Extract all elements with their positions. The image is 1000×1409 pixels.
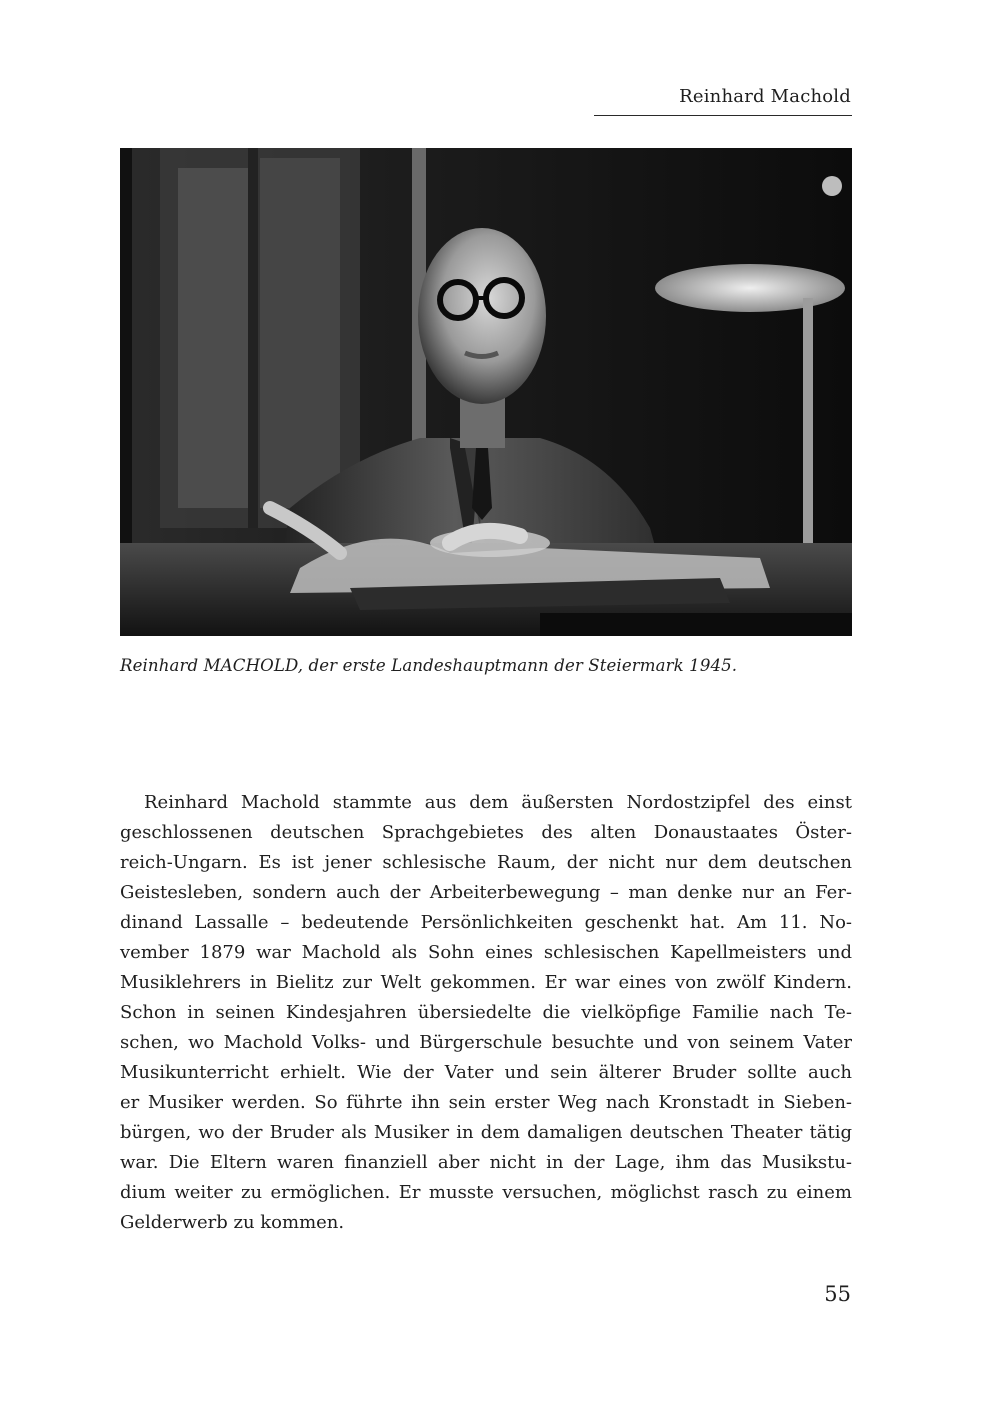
paragraph-line: schen, wo Machold Volks- und Bürgerschule besuchte und von seinem Vater	[120, 1032, 852, 1053]
portrait-photo	[120, 148, 852, 636]
paragraph-line: er Musiker werden. So führte ihn sein erster Weg nach Kronstadt in Sieben-	[120, 1092, 852, 1113]
paragraph-line: Schon in seinen Kindesjahren übersiedelte die vielköpfige Familie nach Te-	[120, 1002, 852, 1023]
paragraph-line: dium weiter zu ermöglichen. Er musste versuchen, möglichst rasch zu einem	[120, 1182, 852, 1203]
header-rule	[594, 115, 852, 116]
paragraph-line: Musikunterricht erhielt. Wie der Vater und sein älterer Bruder sollte auch	[120, 1062, 852, 1083]
figure-caption: Reinhard MACHOLD, der erste Landeshauptmann der Steiermark 1945.	[120, 656, 738, 675]
paragraph-line: geschlossenen deutschen Sprachgebietes des alten Donaustaates Öster-	[120, 822, 852, 843]
paragraph-line: Musiklehrers in Bielitz zur Welt gekommen. Er war eines von zwölf Kindern.	[120, 972, 852, 993]
paragraph-line: Gelderwerb zu kommen.	[120, 1212, 345, 1233]
paragraph-line: reich-Ungarn. Es ist jener schlesische Raum, der nicht nur dem deutschen	[120, 852, 852, 873]
page-number: 55	[824, 1282, 851, 1306]
paragraph-line: Reinhard Machold stammte aus dem äußersten Nordostzipfel des einst	[144, 792, 852, 813]
paragraph-line: war. Die Eltern waren finanziell aber nicht in der Lage, ihm das Musikstu-	[120, 1152, 852, 1173]
paragraph-line: dinand Lassalle – bedeutende Persönlichkeiten geschenkt hat. Am 11. No-	[120, 912, 852, 933]
paragraph-line: Geistesleben, sondern auch der Arbeiterbewegung – man denke nur an Fer-	[120, 882, 852, 903]
running-head: Reinhard Machold	[679, 86, 851, 107]
body-paragraph	[120, 788, 852, 1238]
paragraph-line: vember 1879 war Machold als Sohn eines schlesischen Kapellmeisters und	[120, 942, 852, 963]
paragraph-line: bürgen, wo der Bruder als Musiker in dem damaligen deutschen Theater tätig	[120, 1122, 852, 1143]
